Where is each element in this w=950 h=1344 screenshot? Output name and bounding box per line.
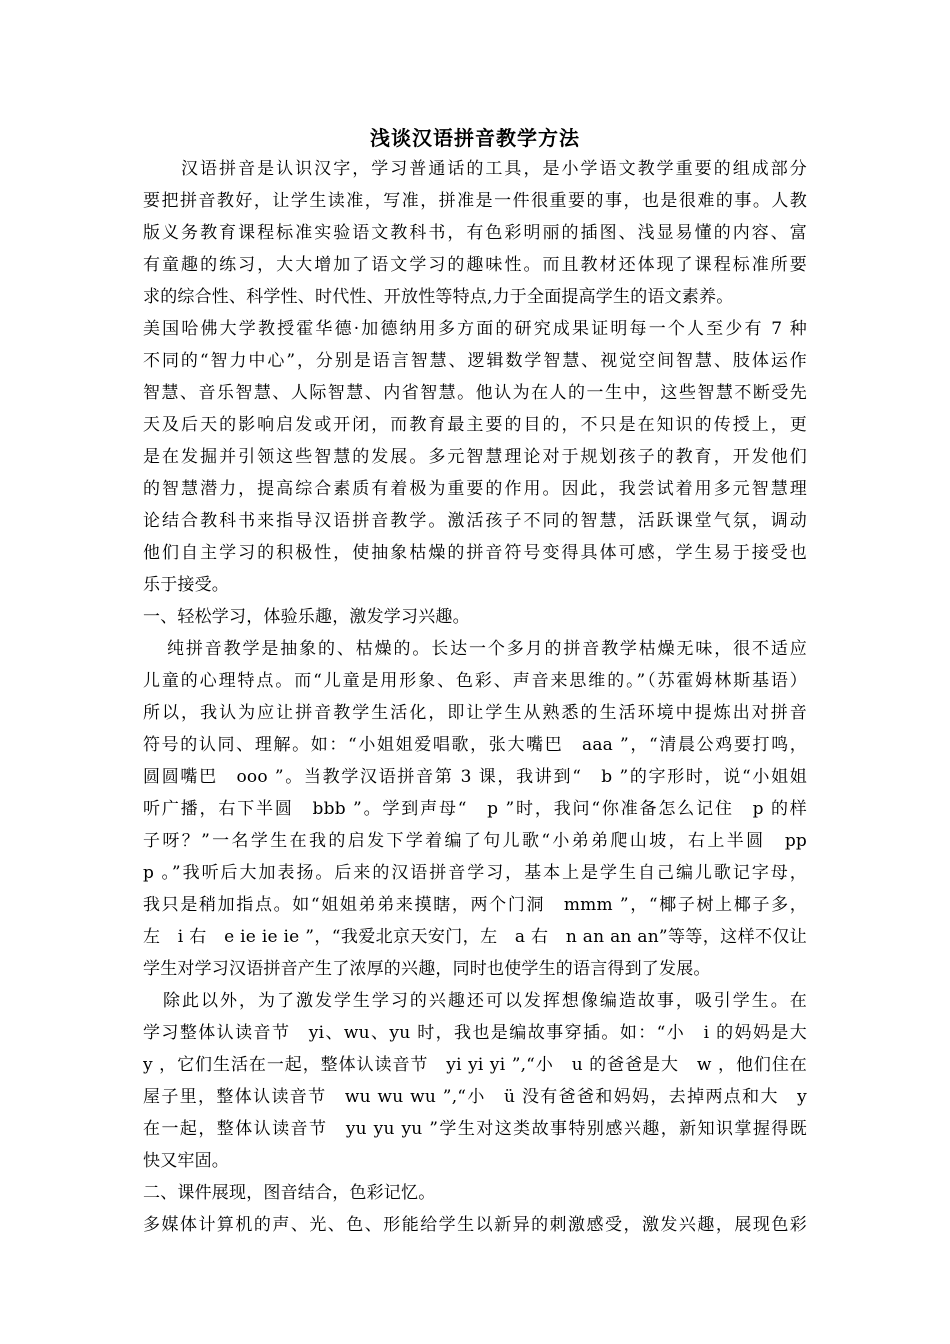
- text-line: 左 i 右 e ie ie ie ”，“我爱北京天安门，左 a 右 n an an an”等等，这样不仅让: [143, 927, 807, 947]
- text-line: 汉语拼音是认识汉字，学习普通话的工具，是小学语文教学重要的组成部分: [181, 159, 807, 179]
- text-line: 的智慧潜力，提高综合素质有着极为重要的作用。因此，我尝试着用多元智慧理: [143, 479, 807, 499]
- text-line: 屋子里，整体认读音节 wu wu wu ”,“小 ü 没有爸爸和妈妈，去掉两点和大 y: [143, 1087, 807, 1107]
- text-line: 纯拼音教学是抽象的、枯燥的。长达一个多月的拼音教学枯燥无味，很不适应: [167, 639, 807, 659]
- text-line: 除此以外，为了激发学生学习的兴趣还可以发挥想像编造故事，吸引学生。在: [163, 991, 807, 1011]
- document-title: 浅谈汉语拼音教学方法: [370, 126, 580, 150]
- text-line: 要把拼音教好，让学生读准，写准，拼准是一件很重要的事，也是很难的事。人教: [143, 191, 807, 211]
- section-heading: 二、课件展现，图音结合，色彩记忆。: [143, 1183, 436, 1203]
- text-line: 他们自主学习的积极性，使抽象枯燥的拼音符号变得具体可感，学生易于接受也: [143, 543, 807, 563]
- text-line: 求的综合性、科学性、时代性、开放性等特点,力于全面提高学生的语文素养。: [143, 287, 734, 307]
- text-line: 所以，我认为应让拼音教学生活化，即让学生从熟悉的生活环境中提炼出对拼音: [143, 703, 807, 723]
- text-line: 快又牢固。: [143, 1151, 229, 1171]
- text-line: 智慧、音乐智慧、人际智慧、内省智慧。他认为在人的一生中，这些智慧不断受先: [143, 383, 807, 403]
- text-line: 我只是稍加指点。如“姐姐弟弟来摸瞎，两个门洞 mmm ”，“椰子树上椰子多，: [143, 895, 807, 915]
- text-line: 儿童的心理特点。而“儿童是用形象、色彩、声音来思维的。”（苏霍姆林斯基语）: [143, 671, 807, 691]
- text-line: 不同的“智力中心”，分别是语言智慧、逻辑数学智慧、视觉空间智慧、肢体运作: [143, 351, 807, 371]
- text-line: 圆圆嘴巴 ooo ”。当教学汉语拼音第 3 课，我讲到“ b ”的字形时，说“小姐姐: [143, 767, 807, 787]
- text-line: y ，它们生活在一起，整体认读音节 yi yi yi ”,“小 u 的爸爸是大 w ，他们住在: [143, 1055, 807, 1075]
- text-line: 符号的认同、理解。如：“小姐姐爱唱歌，张大嘴巴 aaa ”，“清晨公鸡要打鸣，: [143, 735, 807, 755]
- text-line: 学习整体认读音节 yi、wu、yu 时，我也是编故事穿插。如：“小 i 的妈妈是大: [143, 1023, 807, 1043]
- text-line: 在一起，整体认读音节 yu yu yu ”学生对这类故事特别感兴趣，新知识掌握得既: [143, 1119, 807, 1139]
- section-heading: 一、轻松学习，体验乐趣，激发学习兴趣。: [143, 607, 470, 627]
- text-line: 版义务教育课程标准实验语文教科书，有色彩明丽的插图、浅显易懂的内容、富: [143, 223, 807, 243]
- text-line: p 。”我听后大加表扬。后来的汉语拼音学习，基本上是学生自己编儿歌记字母，: [143, 863, 807, 883]
- text-line: 乐于接受。: [143, 575, 229, 595]
- text-line: 有童趣的练习，大大增加了语文学习的趣味性。而且教材还体现了课程标准所要: [143, 255, 807, 275]
- text-line: 子呀？”一名学生在我的启发下学着编了句儿歌“小弟弟爬山坡，右上半圆 pp: [143, 831, 807, 851]
- text-line: 听广播，右下半圆 bbb ”。学到声母“ p ”时，我问“你准备怎么记住 p 的样: [143, 799, 807, 819]
- text-line: 多媒体计算机的声、光、色、形能给学生以新异的刺激感受，激发兴趣，展现色彩: [143, 1215, 807, 1235]
- text-line: 天及后天的影响启发或开闭，而教育最主要的目的，不只是在知识的传授上，更: [143, 415, 807, 435]
- text-line: 论结合教科书来指导汉语拼音教学。激活孩子不同的智慧，活跃课堂气氛，调动: [143, 511, 807, 531]
- text-line: 是在发掘并引领这些智慧的发展。多元智慧理论对于规划孩子的教育，开发他们: [143, 447, 807, 467]
- text-line: 美国哈佛大学教授霍华德·加德纳用多方面的研究成果证明每一个人至少有 7 种: [143, 319, 807, 339]
- text-line: 学生对学习汉语拼音产生了浓厚的兴趣，同时也使学生的语言得到了发展。: [143, 959, 711, 979]
